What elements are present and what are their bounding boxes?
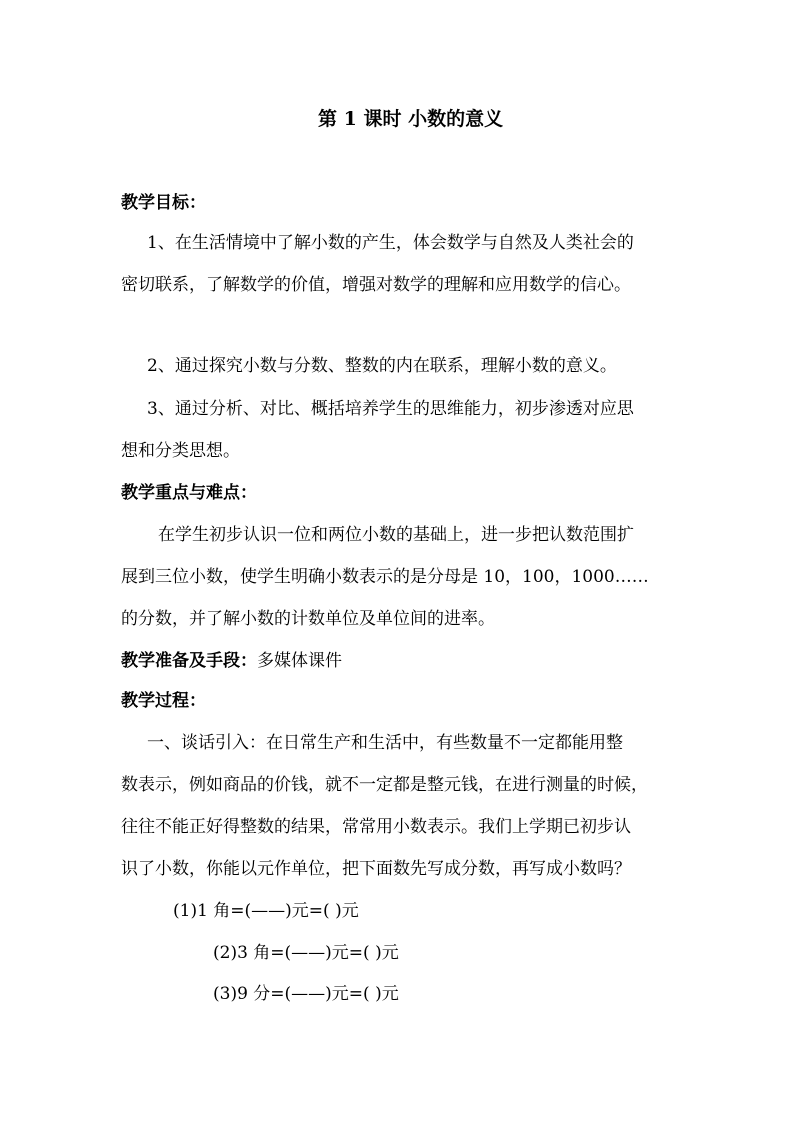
objective-2: 2、通过探究小数与分数、整数的内在联系，理解小数的意义。 — [147, 356, 617, 376]
preparation-row — [121, 650, 342, 672]
process-line-3: 往往不能正好得整数的结果，常常用小数表示。我们上学期已初步认 — [121, 817, 631, 837]
page-title: 第 1 课时 小数的意义 — [318, 108, 504, 130]
objective-3-line-2: 想和分类思想。 — [121, 441, 240, 461]
key-points-line-1: 在学生初步认识一位和两位小数的基础上，进一步把认数范围扩 — [158, 525, 634, 545]
key-points-line-2: 展到三位小数，使学生明确小数表示的是分母是 10，100，1000…… — [121, 567, 649, 587]
objective-1-line-1: 1、在生活情境中了解小数的产生，体会数学与自然及人类社会的 — [147, 233, 634, 253]
process-line-2: 数表示，例如商品的价钱，就不一定都是整元钱，在进行测量的时候， — [121, 775, 648, 795]
preparation-heading: 教学准备及手段： — [121, 651, 257, 671]
exercise-2: (2)3 角=(——)元=( )元 — [213, 943, 399, 963]
exercise-1: (1)1 角=(——)元=( )元 — [173, 901, 359, 921]
key-points-heading: 教学重点与难点： — [121, 483, 257, 503]
objective-3-line-1: 3、通过分析、对比、概括培养学生的思维能力，初步渗透对应思 — [147, 399, 634, 419]
process-line-4: 识了小数，你能以元作单位，把下面数先写成分数，再写成小数吗？ — [121, 859, 631, 879]
exercise-3: (3)9 分=(——)元=( )元 — [213, 984, 399, 1004]
process-line-1: 一、谈话引入：在日常生产和生活中，有些数量不一定都能用整 — [147, 733, 623, 753]
objectives-heading: 教学目标： — [121, 193, 206, 213]
process-heading: 教学过程： — [121, 691, 206, 711]
preparation-value: 多媒体课件 — [257, 651, 342, 671]
key-points-line-3: 的分数，并了解小数的计数单位及单位间的进率。 — [121, 609, 495, 629]
objective-1-line-2: 密切联系，了解数学的价值，增强对数学的理解和应用数学的信心。 — [121, 275, 631, 295]
